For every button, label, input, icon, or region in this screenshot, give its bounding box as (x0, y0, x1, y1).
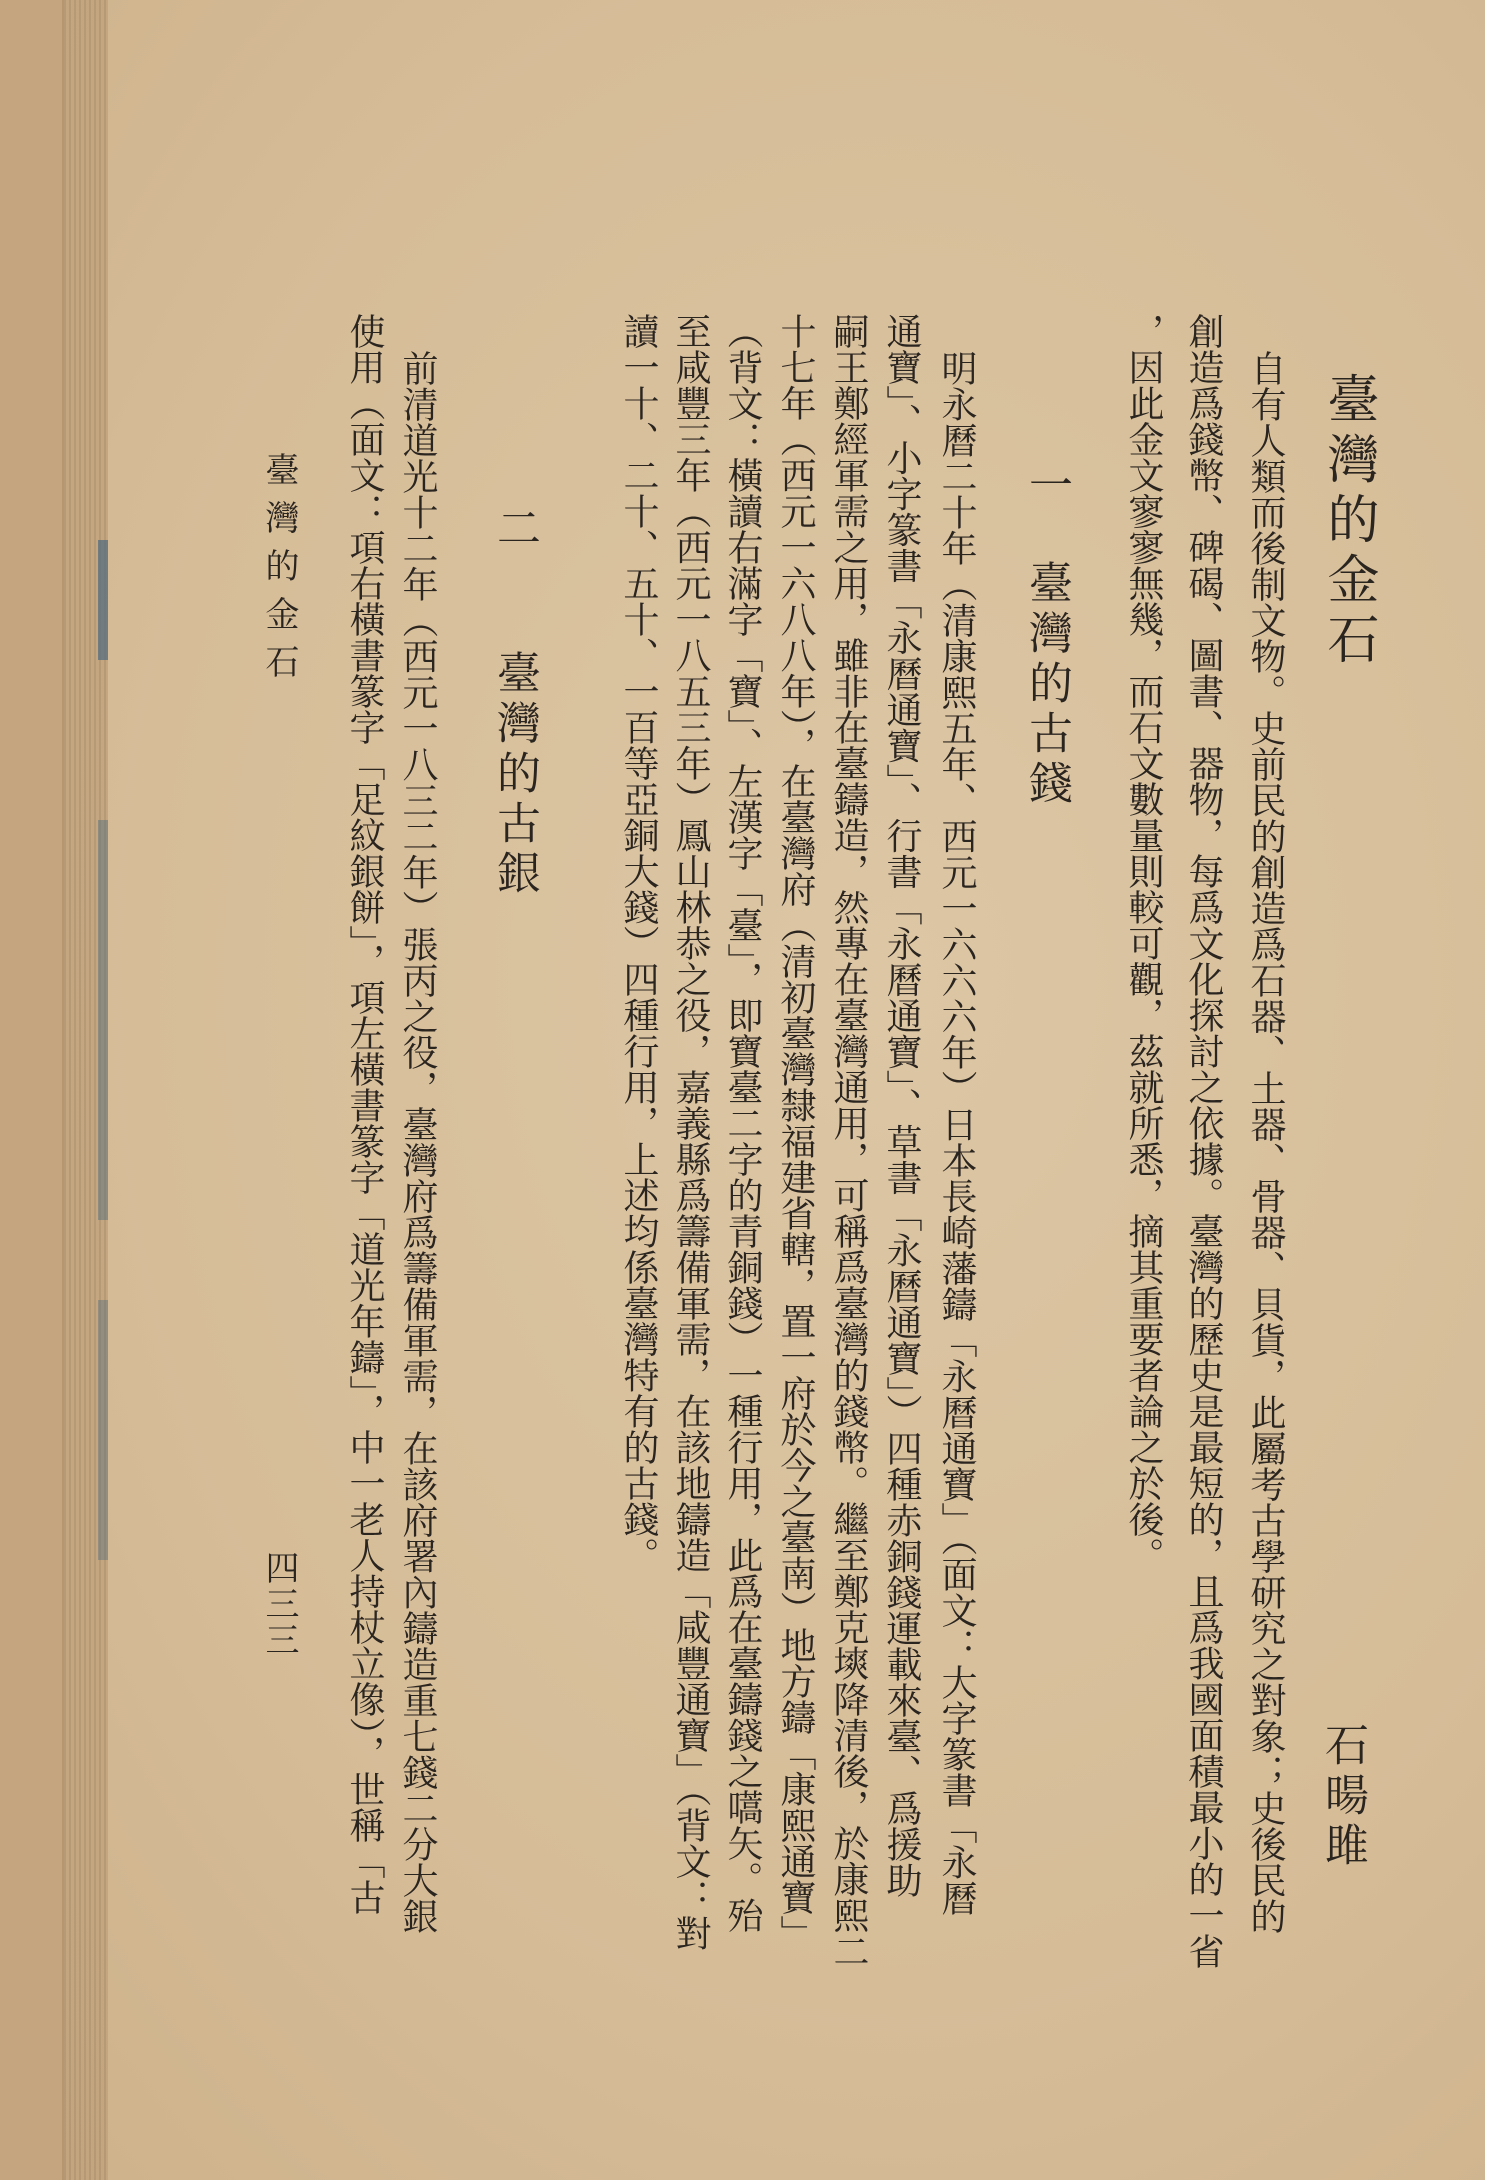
intro-line: 創造爲錢幣、碑碣、圖書、器物，每爲文化探討之依據。臺灣的歷史是最短的，且爲我國面積最小的一省 (1183, 313, 1224, 1969)
ink-stain (98, 820, 108, 1220)
ink-stain (98, 1300, 108, 1560)
ink-stain (98, 540, 108, 660)
intro-line: ，因此金文寥寥無幾，而石文數量則較可觀，茲就所悉，摘其重要者論之於後。 (1123, 313, 1164, 1573)
section1-line: 十七年（西元一六八八年），在臺灣府（清初臺灣隸福建省轄，置一府於今之臺南）地方鑄「康熙通寶」 (775, 313, 816, 1951)
page-number: 四三三 (259, 1550, 299, 1658)
section2-heading: 臺灣的古銀 (489, 650, 540, 900)
section2-line: 使用（面文：項右橫書篆字「足紋銀餅」，項左橫書篆字「道光年鑄」，中一老人持杖立像），世稱「古 (344, 313, 385, 1915)
section1-line: 明永曆二十年（清康熙五年、西元一六六六年）日本長崎藩鑄「永曆通寶」（面文：大字篆書「永曆 (936, 350, 977, 1916)
article-title: 臺灣的金石 (1318, 372, 1378, 672)
section1-line: 讀一十、二十、五十、一百等亞銅大錢）四種行用，上述均係臺灣特有的古錢。 (618, 313, 659, 1573)
section2-line: 前清道光十二年（西元一八三二年）張丙之役，臺灣府爲籌備軍需，在該府署內鑄造重七錢二分大銀 (397, 350, 438, 1934)
section1-heading: 臺灣的古錢 (1021, 560, 1072, 810)
page-edge (0, 0, 64, 2180)
section1-number: 一 (1021, 462, 1072, 512)
section2-number: 二 (489, 505, 540, 555)
section1-line: 嗣王鄭經軍需之用，雖非在臺鑄造，然專在臺灣通用，可稱爲臺灣的錢幣。繼至鄭克塽降清後，於康熙二 (828, 313, 869, 1969)
intro-line: 自有人類而後制文物。史前民的創造爲石器、土器、骨器、貝貨，此屬考古學研究之對象；史後民的 (1245, 350, 1286, 1934)
article-author: 石暘雎 (1317, 1722, 1368, 1872)
running-title: 臺灣的金石 (259, 452, 299, 692)
section1-line: （背文：橫讀右滿字「寶」、左漢字「臺」，即寶臺二字的青銅錢）一種行用，此爲在臺鑄錢之嚆矢。殆 (722, 313, 763, 1933)
section1-line: 至咸豐三年（西元一八五三年）鳳山林恭之役，嘉義縣爲籌備軍需，在該地鑄造「咸豐通寶」（背文：對 (670, 313, 711, 1951)
section1-line: 通寶」、小字篆書「永曆通寶」、行書「永曆通寶」、草書「永曆通寶」）四種赤銅錢運載來臺、爲援助 (881, 313, 922, 1898)
